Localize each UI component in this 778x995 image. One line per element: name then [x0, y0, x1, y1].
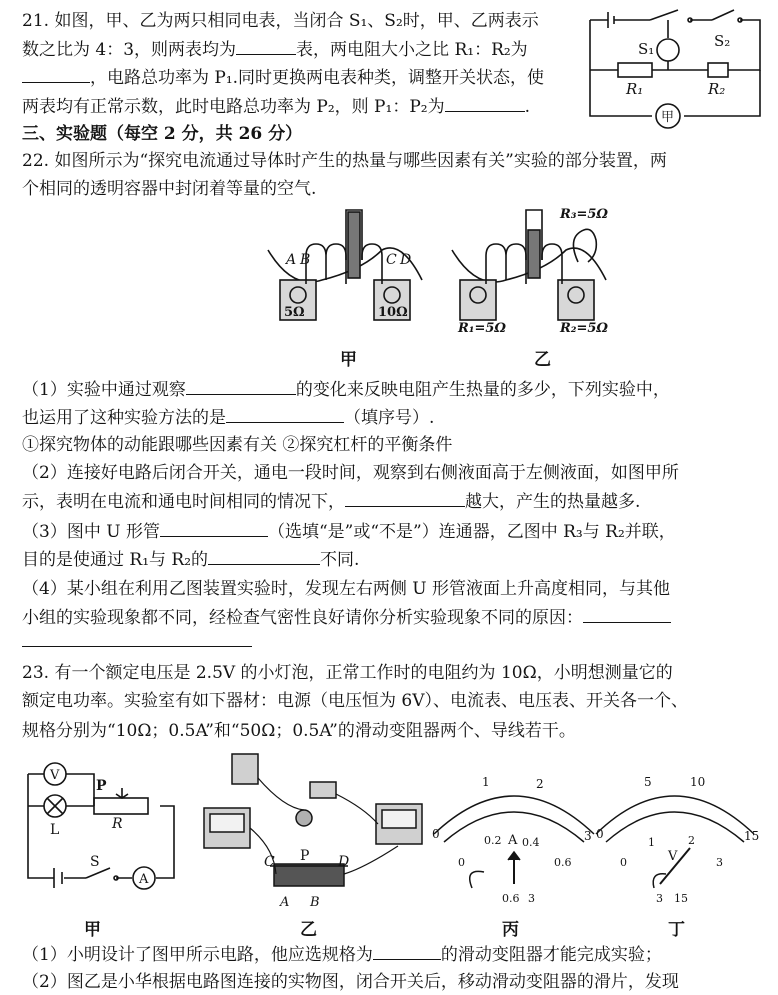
r1-label: R₁ [626, 80, 644, 98]
q22-sub1d: （填序号）. [344, 408, 435, 428]
q21-line-4a: 两表均有正常示数，此时电路总功率为 P₂，则 P₁：P₂为 [22, 97, 445, 117]
q22-sub3b: （选填“是”或“不是”）连通器，乙图中 R₃与 R₂并联， [267, 522, 676, 542]
answer-blank[interactable] [445, 95, 525, 112]
resistor-R-label: R [112, 816, 123, 832]
q22-sub3-line-2 [22, 548, 359, 571]
label-B: B [300, 252, 311, 268]
vol-tick-bot-1: 1 [648, 836, 655, 849]
q22-sub1c: 也运用了这种实验方法的是 [22, 408, 226, 428]
terminal-C-label: C [264, 854, 275, 870]
amm-terminal-06: 0.6 [502, 892, 520, 905]
ammeter-ticks [432, 775, 592, 905]
q21-line-4 [22, 95, 530, 118]
terminal-D-label: D [338, 854, 350, 870]
q23-line-3: 规格分别为“10Ω；0.5A”和“50Ω；0.5A”的滑动变阻器两个、导线若干。 [22, 721, 576, 741]
q21-line-3b: ，电路总功率为 P₁.同时更换两电表种类，调整开关状态，使 [90, 68, 545, 88]
q22-options: ①探究物体的动能跟哪些因素有关 ②探究杠杆的平衡条件 [22, 435, 453, 455]
r3-label: R₃=5Ω [560, 207, 609, 222]
label-D: D [400, 252, 412, 268]
q22-sub1b: 的变化来反映电阻产生热量的多少，下列实验中， [295, 380, 670, 400]
vol-unit-label: V [668, 849, 678, 864]
amm-terminal-3: 3 [528, 892, 535, 905]
answer-blank[interactable] [345, 490, 465, 507]
q22-sub2b: 示，表明在电流和通电时间相同的情况下， [22, 492, 345, 512]
q23-sub2: （2）图乙是小华根据电路图连接的实物图，闭合开关后，移动滑动变阻器的滑片，发现 [22, 972, 679, 992]
q22-sub2-line-1: （2）连接好电路后闭合开关，通电一段时间，观察到右侧液面高于左侧液面，如图甲所 [22, 463, 679, 483]
answer-blank-long[interactable] [22, 646, 252, 647]
answer-blank[interactable] [186, 378, 296, 395]
lamp-L-label: L [50, 822, 60, 838]
voltmeter-symbol: V [50, 768, 60, 783]
amm-tick-top-0: 0 [432, 827, 440, 841]
amm-tick-bot-0: 0 [458, 856, 465, 869]
right-resistor-label: 10Ω [378, 305, 408, 320]
q22-sub1a: （1）实验中通过观察 [22, 380, 186, 400]
q21-line-2 [22, 38, 528, 61]
q21-line-1: 21. 如图，甲、乙为两只相同电表，当闭合 S₁、S₂时，甲、乙两表示 [22, 11, 539, 31]
experiment-figure-23 [14, 748, 774, 918]
q23-line-1: 23. 有一个额定电压是 2.5V 的小灯泡，正常工作时的电阻约为 10Ω，小明想测量它的 [22, 663, 673, 683]
answer-blank[interactable] [208, 548, 320, 565]
answer-blank[interactable] [22, 66, 90, 83]
ammeter-symbol: A [139, 872, 149, 887]
s2-label: S₂ [714, 32, 731, 50]
vol-terminal-3: 3 [656, 892, 663, 905]
vol-tick-top-0: 0 [596, 827, 604, 841]
q22-sub3c: 目的是使通过 R₁与 R₂的 [22, 550, 209, 570]
vol-tick-top-5: 5 [644, 775, 652, 789]
q23-line-2: 额定电功率。实验室有如下器材：电源（电压恒为 6V）、电流表、电压表、开关各一个、 [22, 691, 688, 711]
q22-sub2-line-2 [22, 490, 640, 513]
amm-unit-label: A [508, 833, 518, 848]
label-C: C [386, 252, 397, 268]
amm-tick-bot-3: 0.6 [554, 856, 572, 869]
vol-tick-bot-3: 3 [716, 856, 723, 869]
terminal-B-label: B [310, 895, 320, 910]
left-resistor-label: 5Ω [284, 305, 305, 320]
answer-blank[interactable] [226, 406, 344, 423]
q23-sub1b: 的滑动变阻器才能完成实验； [440, 945, 662, 965]
r2-label: R₂=5Ω [560, 321, 609, 336]
q21-line-3 [22, 66, 544, 89]
answer-blank[interactable] [373, 943, 441, 960]
figure-caption-ding: 丁 [668, 920, 685, 940]
q22-sub3d: 不同. [320, 550, 360, 570]
amm-tick-bot-2: 0.4 [522, 836, 540, 849]
voltmeter-ticks [596, 775, 759, 905]
label-A: A [286, 252, 297, 268]
answer-blank[interactable] [583, 606, 671, 623]
vol-tick-bot-2: 2 [688, 834, 695, 847]
q21-line-4b: . [524, 97, 530, 117]
vol-tick-bot-0: 0 [620, 856, 627, 869]
q23-sub1 [22, 943, 662, 966]
q22-sub4-line-1: （4）某小组在利用乙图装置实验时，发现左右两侧 U 形管液面上升高度相同，与其他 [22, 579, 670, 599]
figure-caption-jia: 甲 [340, 350, 357, 370]
answer-blank[interactable] [236, 38, 296, 55]
amm-tick-bot-1: 0.2 [484, 834, 502, 847]
meter-label: 甲 [661, 110, 675, 125]
q22-sub2c: 越大，产生的热量越多. [465, 492, 641, 512]
heat-apparatus-figure [262, 200, 642, 360]
q22-sub4-line-2 [22, 606, 671, 629]
amm-tick-top-1: 1 [482, 775, 490, 789]
slider-P-label: P [96, 778, 107, 794]
q22-sub1-line-1 [22, 378, 670, 401]
figure-caption-yi: 乙 [534, 350, 551, 370]
q22-sub3a: （3）图中 U 形管 [22, 522, 160, 542]
section-heading: 三、实验题（每空 2 分，共 26 分） [22, 124, 303, 144]
vol-terminal-15: 15 [674, 892, 688, 905]
q22-sub1-line-2 [22, 406, 434, 429]
circuit-diagram-21 [580, 8, 770, 126]
amm-tick-top-3: 3 [584, 829, 592, 843]
terminal-A-label: A [280, 895, 290, 910]
q22-line-1: 22. 如图所示为“探究电流通过导体时产生的热量与哪些因素有关”实验的部分装置，两 [22, 151, 667, 171]
q21-line-2a: 数之比为 4：3，则两表均为 [22, 40, 237, 60]
q23-sub1a: （1）小明设计了图甲所示电路，他应选规格为 [22, 945, 373, 965]
terminal-P-label: P [300, 848, 310, 864]
figure-caption-yi: 乙 [300, 920, 317, 940]
q22-line-2: 个相同的透明容器中封闭着等量的空气. [22, 179, 317, 199]
figure-caption-bing: 丙 [502, 920, 519, 940]
figure-caption-jia: 甲 [84, 920, 101, 940]
s1-label: S₁ [638, 40, 655, 58]
q21-line-2b: 表，两电阻大小之比 R₁：R₂为 [296, 40, 528, 60]
amm-tick-top-2: 2 [536, 777, 544, 791]
vol-tick-top-15: 15 [744, 829, 760, 843]
q22-sub4b: 小组的实验现象都不同，经检查气密性良好请你分析实验现象不同的原因： [22, 608, 583, 628]
r2-label: R₂ [708, 80, 726, 98]
r1-label: R₁=5Ω [458, 321, 507, 336]
switch-S-label: S [90, 854, 100, 870]
q22-sub3-line-1 [22, 520, 676, 543]
answer-blank[interactable] [160, 520, 268, 537]
vol-tick-top-10: 10 [690, 775, 706, 789]
